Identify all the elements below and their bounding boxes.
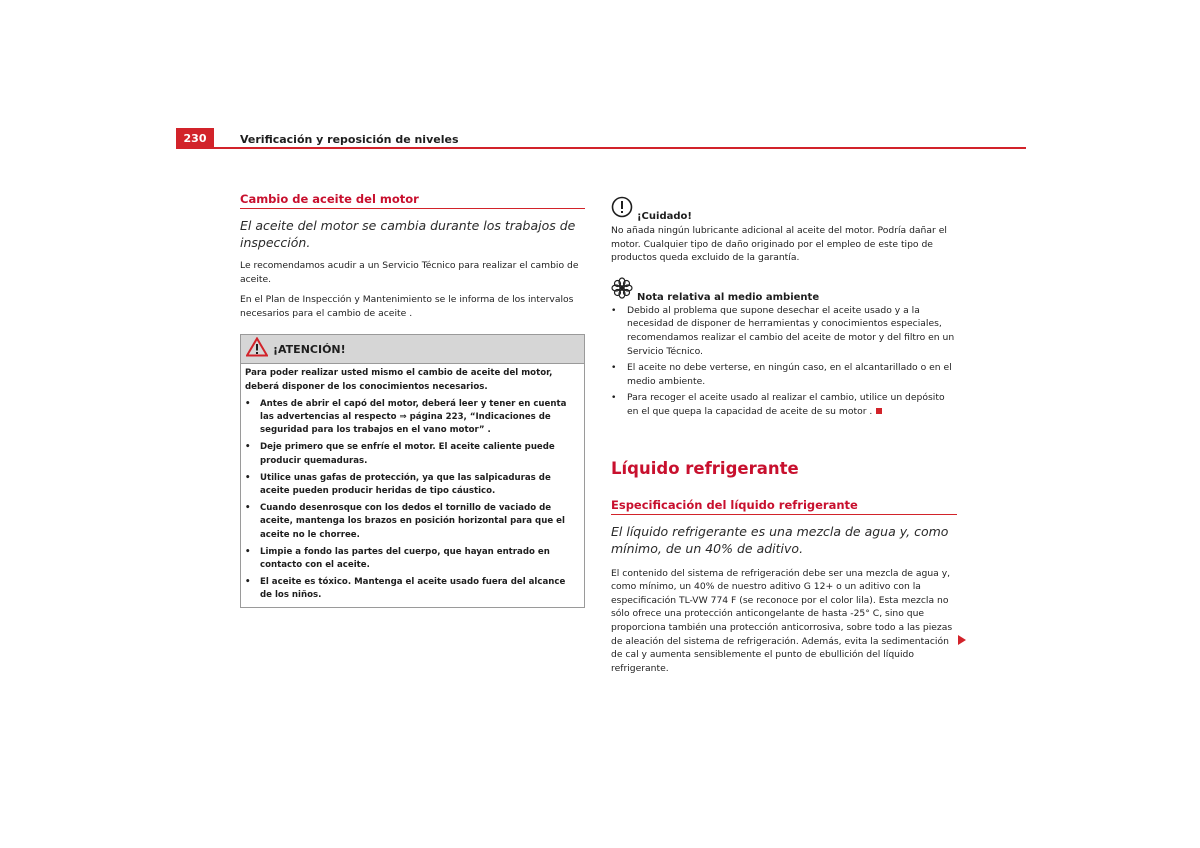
right-column xyxy=(611,196,957,675)
environment-bullet: • Debido al problema que supone desechar el aceite usado y a la necesidad de disponer de herramientas y conocimientos especiales, recomendamos realizar el cambio del aceite de motor y del filtro en un Servicio Técnico. xyxy=(611,304,955,357)
warning-bullet: • Deje primero que se enfríe el motor. El aceite caliente puede producir quemaduras. xyxy=(245,441,580,467)
caution-title: ¡Cuidado! xyxy=(637,211,692,222)
environment-header xyxy=(611,277,957,303)
flower-icon xyxy=(611,277,633,303)
warning-bullet: • El aceite es tóxico. Mantenga el aceite usado fuera del alcance de los niños. xyxy=(245,576,580,602)
section-title-coolant-spec: Especificación del líquido refrigerante xyxy=(611,498,957,515)
bullet-icon: • xyxy=(245,442,251,453)
bullet-icon: • xyxy=(245,577,251,588)
environment-bullet: • Para recoger el aceite usado al realizar el cambio, utilice un depósito en el que quepa la capacidad de aceite de su motor . xyxy=(611,392,945,417)
section-end-icon xyxy=(876,408,882,414)
bullet-icon: • xyxy=(245,503,251,514)
exclamation-circle-icon xyxy=(611,196,633,222)
section-title-oil-change: Cambio de aceite del motor xyxy=(240,192,585,209)
bullet-icon: • xyxy=(611,362,617,374)
warning-body xyxy=(241,364,584,606)
bullet-icon: • xyxy=(611,304,617,316)
paragraph: Le recomendamos acudir a un Servicio Técnico para realizar el cambio de aceite. xyxy=(240,260,579,285)
warning-header xyxy=(241,335,584,364)
left-column xyxy=(240,192,585,608)
warning-bullet: • Utilice unas gafas de protección, ya que las salpicaduras de aceite pueden producir heridas de tipo cáustico. xyxy=(245,472,580,498)
caution-header xyxy=(611,196,957,222)
header-rule xyxy=(176,147,1026,149)
paragraph: El contenido del sistema de refrigeración debe ser una mezcla de agua y, como mínimo, un 40% de nuestro aditivo G 12+ o un aditivo con la especificación TL-VW 774 F (se reconoce por el color lila). Esta mezcla no sólo ofrece una protección anticongelante de hasta -25° C, sino que proporciona también una protección anticorrosiva, sobre todo a las piezas de aleación del sistema de refrigeración. Además, evita la sedimentación de cal y aumenta sensiblemente el punto de ebullición del líquido refrigerante. xyxy=(611,567,953,674)
warning-intro: Para poder realizar usted mismo el cambio de aceite del motor, deberá disponer de los conocimientos necesarios. xyxy=(245,368,553,392)
warning-box xyxy=(240,334,585,607)
warning-bullet: • Antes de abrir el capó del motor, deberá leer y tener en cuenta las advertencias al respecto ⇒ página 223, “Indicaciones de seguridad para los trabajos en el vano motor” . xyxy=(245,398,580,438)
bullet-icon: • xyxy=(245,546,251,557)
section-lead: El aceite del motor se cambia durante los trabajos de inspección. xyxy=(240,218,576,250)
bullet-icon: • xyxy=(245,472,251,483)
warning-bullet: • Limpie a fondo las partes del cuerpo, que hayan entrado en contacto con el aceite. xyxy=(245,546,580,572)
next-page-arrow-icon xyxy=(958,635,966,645)
warning-triangle-icon xyxy=(246,337,268,361)
environment-bullet: • El aceite no debe verterse, en ningún caso, en el alcantarillado o en el medio ambiente. xyxy=(611,362,952,387)
paragraph: En el Plan de Inspección y Mantenimiento se le informa de los intervalos necesarios para el cambio de aceite . xyxy=(240,294,574,319)
section-lead: El líquido refrigerante es una mezcla de agua y, como mínimo, de un 40% de aditivo. xyxy=(611,523,949,556)
bullet-icon: • xyxy=(611,392,617,404)
main-title-coolant: Líquido refrigerante xyxy=(611,458,799,478)
page-number: 230 xyxy=(176,128,214,149)
caution-text: No añada ningún lubricante adicional al aceite del motor. Podría dañar el motor. Cualquier tipo de daño originado por el empleo de este tipo de productos queda excluido de la garantía. xyxy=(611,225,947,264)
environment-title: Nota relativa al medio ambiente xyxy=(637,291,820,303)
chapter-title: Verificación y reposición de niveles xyxy=(240,133,459,146)
warning-bullet: • Cuando desenrosque con los dedos el tornillo de vaciado de aceite, mantenga los brazos en posición horizontal para que el aceite no le chorree. xyxy=(245,502,580,542)
bullet-icon: • xyxy=(245,398,251,409)
warning-title: ¡ATENCIÓN! xyxy=(273,342,346,356)
